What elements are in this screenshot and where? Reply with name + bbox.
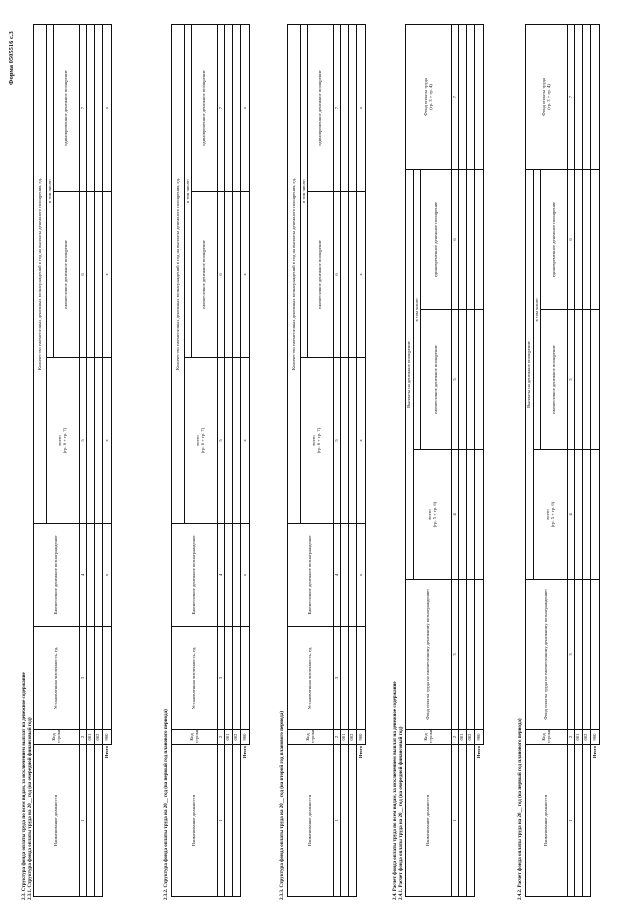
header-total-formula: (гр. 6 + гр. 7) bbox=[62, 427, 67, 454]
structure-table-2-3-2 bbox=[171, 24, 250, 897]
col-num: 2 bbox=[568, 730, 575, 745]
col-num: 6 bbox=[568, 169, 575, 309]
total-code: 900 bbox=[357, 730, 366, 745]
cell-x: x bbox=[241, 192, 250, 358]
header-total-formula: (гр. 5 + гр. 6) bbox=[549, 501, 555, 528]
row-code: 002 bbox=[349, 730, 357, 745]
header-staff: Установленная численность, ед. bbox=[34, 627, 80, 730]
header-fund-total bbox=[526, 24, 568, 169]
section-2-4-1-title: 2.4.1. Расчет фонда оплаты труда на 20__ год (на очередной финансовый год) bbox=[399, 726, 404, 900]
col-num: 3 bbox=[452, 580, 459, 730]
total-label: Итого bbox=[475, 745, 484, 897]
col-num: 7 bbox=[452, 24, 459, 169]
total-code: 900 bbox=[591, 730, 600, 745]
col-num: 7 bbox=[80, 24, 87, 191]
header-staff: Установленная численность, ед. bbox=[172, 627, 218, 730]
col-num: 1 bbox=[218, 745, 225, 897]
header-extra-bonus: единовременное денежное поощрение bbox=[192, 24, 218, 191]
table-row bbox=[225, 24, 233, 896]
header-total-label: всего bbox=[544, 509, 550, 520]
total-row bbox=[103, 24, 112, 896]
header-monthly-reward: Ежемесячное денежное вознаграждение bbox=[288, 524, 334, 627]
total-row bbox=[241, 24, 250, 896]
col-num: 1 bbox=[452, 745, 459, 897]
cell-x: x bbox=[103, 358, 112, 524]
header-extra-bonus: единовременное денежное поощрение bbox=[541, 169, 568, 309]
header-fund-total-formula: (гр. 3 + гр. 4) bbox=[427, 84, 433, 110]
col-num: 2 bbox=[334, 730, 341, 745]
col-num: 3 bbox=[218, 627, 225, 730]
header-position: Наименование должности bbox=[34, 745, 80, 897]
cell-x: x bbox=[357, 524, 366, 627]
header-monthly-bonus: ежемесячное денежное поощрение bbox=[421, 310, 452, 450]
col-num: 6 bbox=[218, 192, 225, 358]
header-total-label: всего bbox=[195, 435, 201, 446]
col-num: 5 bbox=[452, 310, 459, 450]
total-row bbox=[591, 24, 600, 896]
header-monthly-reward: Ежемесячное денежное вознаграждение bbox=[172, 524, 218, 627]
row-code: 001 bbox=[341, 730, 349, 745]
header-fund-monthly: Фонд оплаты труда по ежемесячному денежному вознаграждению bbox=[526, 580, 568, 730]
col-num: 7 bbox=[218, 24, 225, 191]
header-total bbox=[47, 358, 80, 524]
cell-x: x bbox=[241, 358, 250, 524]
cell-x: x bbox=[103, 192, 112, 358]
col-num: 7 bbox=[334, 24, 341, 191]
total-code: 900 bbox=[241, 730, 250, 745]
header-total bbox=[414, 450, 452, 580]
col-num: 2 bbox=[452, 730, 459, 745]
col-num: 5 bbox=[218, 358, 225, 524]
col-num: 5 bbox=[568, 310, 575, 450]
header-including: в том числе: bbox=[414, 169, 421, 449]
header-total-formula: (гр. 6 + гр. 7) bbox=[200, 427, 205, 454]
col-num: 5 bbox=[334, 358, 341, 524]
cell-x: x bbox=[241, 24, 250, 191]
col-num: 2 bbox=[80, 730, 87, 745]
header-fund-total-label: Фонд оплаты труда bbox=[422, 78, 428, 116]
total-label: Итого bbox=[591, 745, 600, 897]
header-code: Код строки bbox=[34, 730, 80, 745]
col-num: 3 bbox=[80, 627, 87, 730]
total-label: Итого bbox=[241, 745, 250, 897]
header-count-group: Количество ежемесячных денежных вознаграждений в год на выплаты денежного поощрения, ед. bbox=[288, 24, 301, 523]
header-code: Код строки bbox=[406, 730, 452, 745]
header-code: Код строки bbox=[526, 730, 568, 745]
header-extra-bonus: единовременное денежное поощрение bbox=[54, 24, 80, 191]
header-fund-monthly: Фонд оплаты труда по ежемесячному денежному вознаграждению bbox=[406, 580, 452, 730]
section-2-4-title: 2.4. Расчет фонда оплаты труда по всем видам, за исключением выплат на денежное содержание bbox=[393, 681, 398, 900]
col-num: 4 bbox=[334, 524, 341, 627]
calc-table-2-4-2 bbox=[525, 24, 600, 897]
col-num: 1 bbox=[80, 745, 87, 897]
header-total bbox=[534, 450, 568, 580]
total-row bbox=[357, 24, 366, 896]
header-count-group: Количество ежемесячных денежных вознаграждений в год на выплаты денежного поощрения, ед. bbox=[34, 24, 47, 523]
total-label: Итого bbox=[103, 745, 112, 897]
header-total-label: всего bbox=[57, 435, 63, 446]
header-total-label: всего bbox=[426, 509, 432, 520]
col-num: 3 bbox=[568, 580, 575, 730]
header-staff: Установленная численность, ед. bbox=[288, 627, 334, 730]
total-code: 900 bbox=[103, 730, 112, 745]
row-code: 002 bbox=[95, 730, 103, 745]
col-num: 5 bbox=[80, 358, 87, 524]
section-2-4-2-title: 2.4.2. Расчет фонда оплаты труда на 20__ год (на первый год планового периода) bbox=[518, 718, 523, 900]
header-count-group: Количество ежемесячных денежных вознаграждений в год на выплаты денежного поощрения, ед. bbox=[172, 24, 185, 523]
header-fund-total-label: Фонд оплаты труда bbox=[540, 78, 546, 116]
header-monthly-bonus: ежемесячное денежное поощрение bbox=[54, 192, 80, 358]
header-fund-total bbox=[406, 24, 452, 169]
col-num: 4 bbox=[568, 450, 575, 580]
header-code: Код строки bbox=[172, 730, 218, 745]
calc-table-2-4-1 bbox=[405, 24, 484, 897]
header-total bbox=[185, 358, 218, 524]
header-position: Наименование должности bbox=[288, 745, 334, 897]
header-total-label: всего bbox=[311, 435, 317, 446]
section-2-3-3-title: 2.3.3. Структура фонда оплаты труда на 20__ год (на второй год планового периода) bbox=[280, 711, 285, 900]
header-position: Наименование должности bbox=[406, 745, 452, 897]
cell-x: x bbox=[357, 192, 366, 358]
table-row bbox=[349, 24, 357, 896]
total-row bbox=[475, 24, 484, 896]
header-including: в том числе: bbox=[301, 24, 308, 357]
table-row bbox=[459, 24, 467, 896]
col-num: 6 bbox=[80, 192, 87, 358]
section-2-3-2-title: 2.3.2. Структура фонда оплаты труда на 20__ год (на первый год планового периода) bbox=[164, 709, 169, 900]
structure-table-2-3-1 bbox=[33, 24, 112, 897]
cell-x: x bbox=[357, 358, 366, 524]
header-extra-bonus: единовременное денежное поощрение bbox=[421, 169, 452, 309]
table-row bbox=[583, 24, 591, 896]
header-including: в том числе: bbox=[47, 24, 54, 357]
row-code: 001 bbox=[459, 730, 467, 745]
header-monthly-bonus: ежемесячное денежное поощрение bbox=[541, 310, 568, 450]
col-num: 3 bbox=[334, 627, 341, 730]
header-extra-bonus: единовременное денежное поощрение bbox=[308, 24, 334, 191]
header-including: в том числе: bbox=[185, 24, 192, 357]
row-code: 001 bbox=[575, 730, 583, 745]
section-2-3-title: 2.3. Структура фонда оплаты труда по всем видам, за исключением выплат на денежное содержание bbox=[22, 672, 27, 900]
row-code: 002 bbox=[583, 730, 591, 745]
col-num: 7 bbox=[568, 24, 575, 169]
table-row bbox=[341, 24, 349, 896]
row-code: 002 bbox=[233, 730, 241, 745]
col-num: 1 bbox=[568, 745, 575, 897]
header-code: Код строки bbox=[288, 730, 334, 745]
header-including: в том числе: bbox=[534, 169, 541, 449]
table-row bbox=[575, 24, 583, 896]
header-total bbox=[301, 358, 334, 524]
table-row bbox=[87, 24, 95, 896]
structure-table-2-3-3 bbox=[287, 24, 366, 897]
header-monthly-reward: Ежемесячное денежное вознаграждение bbox=[34, 524, 80, 627]
col-num: 2 bbox=[218, 730, 225, 745]
header-fund-total-formula: (гр. 3 + гр. 4) bbox=[545, 84, 551, 110]
cell-x: x bbox=[103, 524, 112, 627]
header-payments-group: Выплаты на денежное поощрение bbox=[406, 169, 414, 579]
col-num: 6 bbox=[334, 192, 341, 358]
table-row bbox=[95, 24, 103, 896]
col-num: 4 bbox=[218, 524, 225, 627]
col-num: 4 bbox=[80, 524, 87, 627]
header-monthly-bonus: ежемесячное денежное поощрение bbox=[308, 192, 334, 358]
header-total-formula: (гр. 5 + гр. 6) bbox=[431, 501, 437, 528]
row-code: 002 bbox=[467, 730, 475, 745]
cell-x: x bbox=[357, 24, 366, 191]
header-position: Наименование должности bbox=[172, 745, 218, 897]
col-num: 6 bbox=[452, 169, 459, 309]
header-payments-group: Выплаты на денежное поощрение bbox=[526, 169, 534, 579]
form-code: Форма 0505516 с.3 bbox=[8, 31, 15, 85]
table-row bbox=[233, 24, 241, 896]
row-code: 001 bbox=[225, 730, 233, 745]
col-num: 1 bbox=[334, 745, 341, 897]
header-monthly-bonus: ежемесячное денежное поощрение bbox=[192, 192, 218, 358]
table-row bbox=[467, 24, 475, 896]
col-num: 4 bbox=[452, 450, 459, 580]
header-total-formula: (гр. 6 + гр. 7) bbox=[316, 427, 321, 454]
section-2-3-1-title: 2.3.1. Структура фонда оплаты труда на 20__ год (на очередной финансовый год) bbox=[28, 717, 33, 900]
total-code: 900 bbox=[475, 730, 484, 745]
cell-x: x bbox=[241, 524, 250, 627]
header-position: Наименование должности bbox=[526, 745, 568, 897]
row-code: 001 bbox=[87, 730, 95, 745]
total-label: Итого bbox=[357, 745, 366, 897]
cell-x: x bbox=[103, 24, 112, 191]
